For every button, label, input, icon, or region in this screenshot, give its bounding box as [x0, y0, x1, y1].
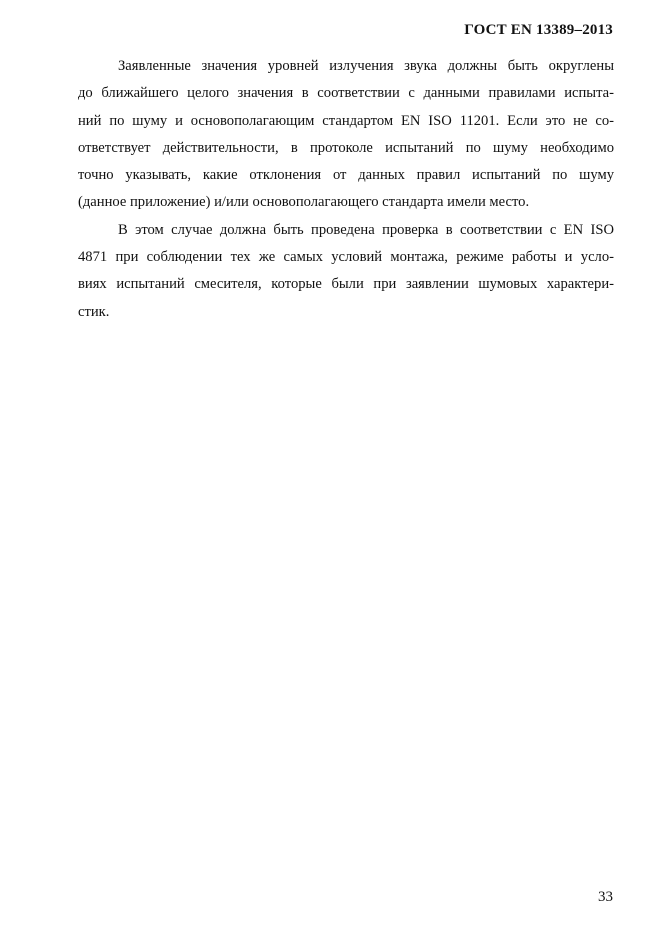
paragraph-line: В этом случае должна быть проведена проверка в соответствии с EN ISO [118, 221, 614, 238]
paragraph-1 [78, 53, 614, 217]
paragraph-line: стик. [78, 303, 110, 320]
paragraph-2 [78, 217, 614, 326]
paragraph-line: Заявленные значения уровней излучения звука должны быть округлены [118, 58, 614, 74]
document-header: ГОСТ EN 13389–2013 [464, 22, 613, 38]
paragraph-line: виях испытаний смесителя, которые были при заявлении шумовых характери- [78, 276, 614, 293]
paragraph-line: 4871 при соблюдении тех же самых условий монтажа, режиме работы и усло- [78, 249, 614, 266]
paragraph-line: ответствует действительности, в протоколе испытаний по шуму необходимо [78, 139, 614, 156]
paragraph-line: ний по шуму и основополагающим стандартом EN ISO 11201. Если это не со- [78, 112, 614, 129]
page-number: 33 [598, 889, 613, 905]
paragraph-line: до ближайшего целого значения в соответствии с данными правилами испыта- [78, 85, 614, 102]
paragraph-line: (данное приложение) и/или основополагающего стандарта имели место. [78, 194, 530, 211]
document-body [78, 53, 614, 326]
paragraph-line: точно указывать, какие отклонения от данных правил испытаний по шуму [78, 167, 614, 184]
